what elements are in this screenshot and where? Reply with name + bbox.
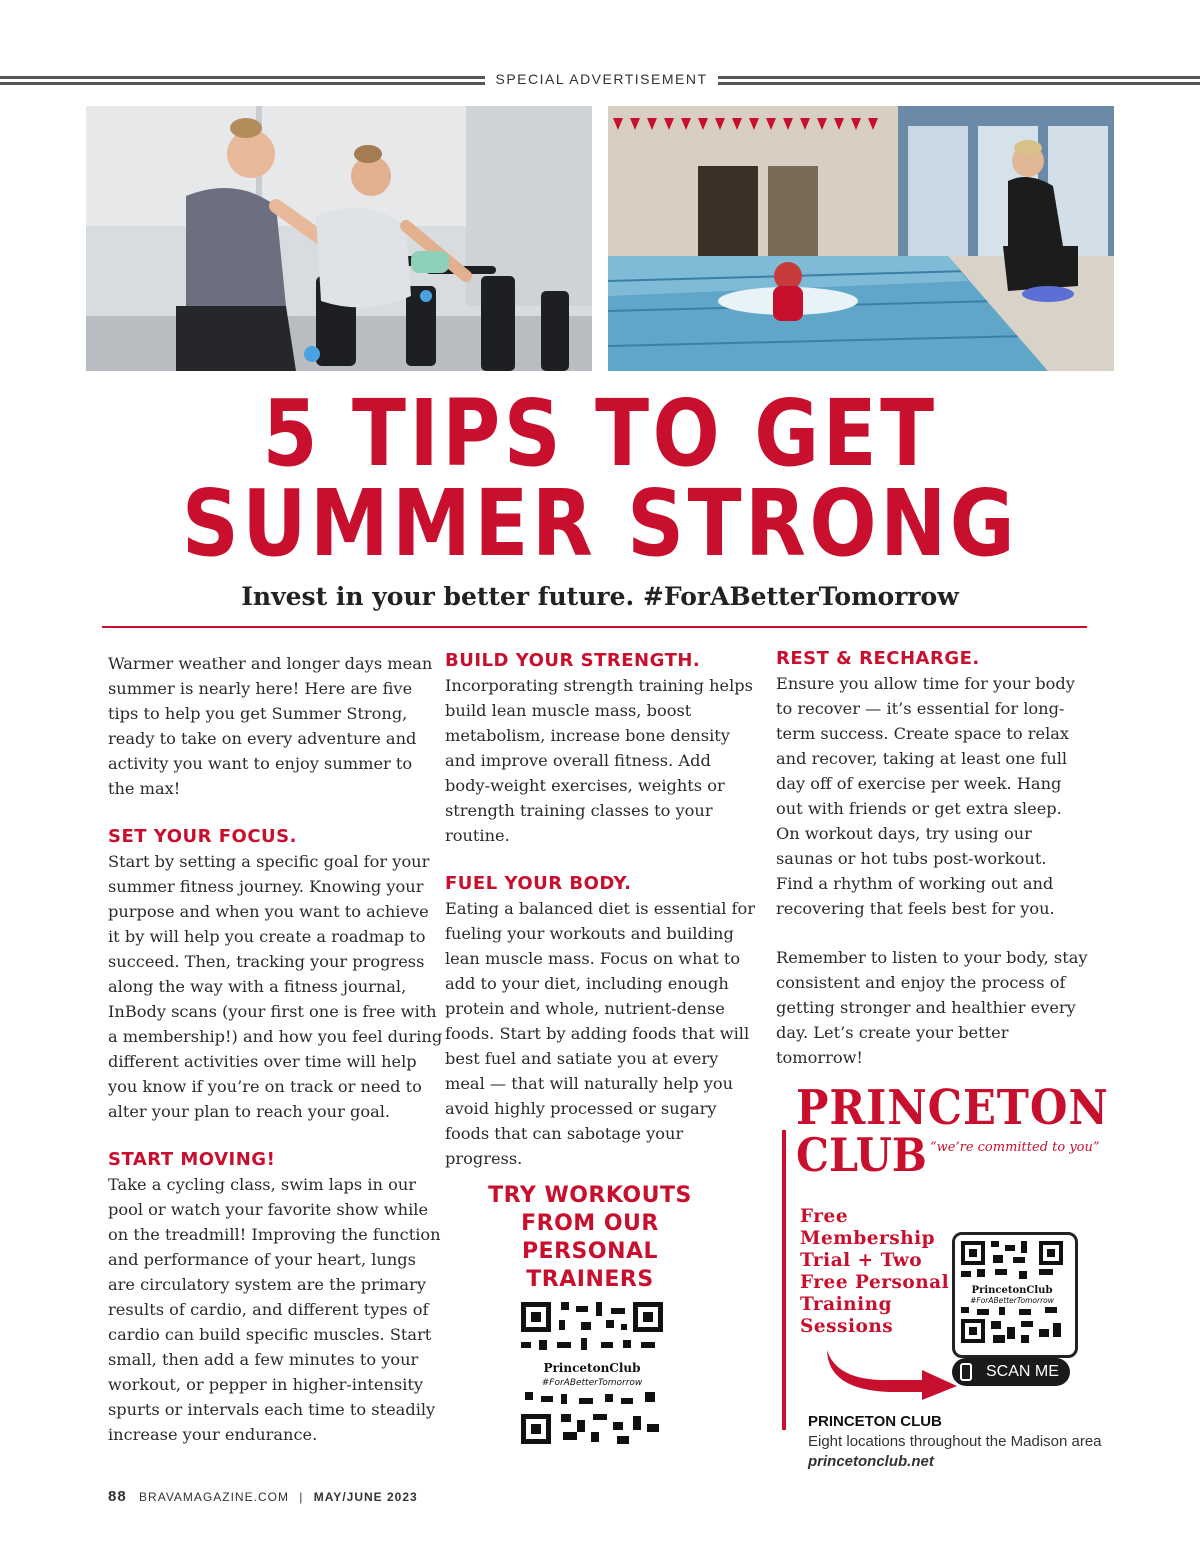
headline-line-2: SUMMER STRONG [181, 470, 1019, 577]
special-advertisement-label: SPECIAL ADVERTISEMENT [495, 71, 708, 87]
scan-me-label: SCAN ME [986, 1363, 1059, 1380]
ad-bracket [782, 1130, 794, 1430]
princeton-club-ad [782, 1080, 1109, 1400]
scan-me-button[interactable] [952, 1358, 1070, 1386]
header-rule-right [718, 76, 1200, 85]
subheadline: Invest in your better future. #ForABetterTomorrow [241, 582, 959, 611]
header-banner [0, 69, 1200, 89]
trainer-workouts-qr-code[interactable] [521, 1302, 663, 1444]
headline-line-1: 5 TIPS TO GET [262, 380, 938, 487]
tip-heading-rest: REST & RECHARGE. [776, 648, 980, 669]
title-divider [102, 626, 1087, 628]
intro-paragraph: Warmer weather and longer days mean summer is nearly here! Here are five tips to help you get Summer Strong, ready to take on every adventure and activity you want to enjoy summer to the max! [108, 654, 433, 798]
tip-body-focus: Start by setting a specific goal for your summer fitness journey. Knowing your purpose and when you want to achieve it by will help you create a roadmap to succeed. Then, tracking your progress along the way with a fitness journal, InBody scans (your first one is free with a membership!) and how you feel during different activities over time will help you know if you’re on track or need to alter your plan to reach your goal. [108, 852, 443, 1121]
magazine-site: BRAVAMAGAZINE.COM [139, 1490, 289, 1504]
phone-icon [960, 1363, 972, 1381]
tip-body-fuel: Eating a balanced diet is essential for fueling your workouts and building lean muscle mass. Focus on what to add to your diet, including enough protein and whole, nutrient-dense foods. Start by adding foods that will best fuel and satiate you at every meal — that will naturally help you avoid highly processed or sugary foods that can sabotage your progress. [445, 899, 756, 1168]
page-footer [108, 1488, 418, 1505]
issue-date: MAY/JUNE 2023 [313, 1490, 418, 1504]
qr-brand-text: PrincetonClub [543, 1361, 641, 1375]
column-3 [776, 647, 1088, 1070]
column-2 [445, 649, 757, 1171]
qr-tag-text: #ForABetterTomorrow [541, 1378, 643, 1388]
ad-qr-tag-text: #ForABetterTomorrow [970, 1296, 1054, 1305]
membership-qr-code[interactable] [952, 1232, 1078, 1358]
arrow-right-icon [822, 1340, 962, 1400]
tip-body-moving: Take a cycling class, swim laps in our pool or watch your favorite show while on the treadmill! Improving the function and performance of your heart, lungs are circulatory system are the primary results of cardio, and different types of cardio can build specific muscles. Start small, then add a few minutes to your workout, or pepper in higher-intensity spurts or intervals each time to steadily increase your endurance. [108, 1175, 441, 1444]
closing-paragraph: Remember to listen to your body, stay consistent and enjoy the process of getting stronger and healthier every day. Let’s create your better tomorrow! [776, 948, 1088, 1067]
logo-princeton: PRINCETON [796, 1080, 1109, 1136]
page-number: 88 [108, 1488, 127, 1505]
club-locations-line [808, 1432, 1200, 1472]
logo-club: CLUB [796, 1128, 927, 1182]
swimming-pool-photo [608, 106, 1114, 371]
logo-tagline: “we’re committed to you” [930, 1140, 1100, 1155]
club-address-block [808, 1412, 1200, 1472]
tip-heading-fuel: FUEL YOUR BODY. [445, 873, 632, 894]
tip-heading-focus: SET YOUR FOCUS. [108, 826, 297, 847]
header-rule-left [0, 76, 485, 85]
column-1 [108, 651, 443, 1447]
footer-separator: | [299, 1490, 304, 1504]
tip-body-rest: Ensure you allow time for your body to recover — it’s essential for long-term success. Create space to relax and recover, taking at least one full day off of exercise per week. Hang out with friends or get extra sleep. On workout days, try using our saunas or hot tubs post-workout. Find a rhythm of working out and recovering that feels best for you. [776, 674, 1075, 918]
offer-text: Free Membership Trial + Two Free Personal Training Sessions [800, 1206, 950, 1337]
tip-heading-moving: START MOVING! [108, 1149, 276, 1170]
tip-body-strength: Incorporating strength training helps build lean muscle mass, boost metabolism, increase bone density and improve overall fitness. Add body-weight exercises, weights or strength training classes to your routine. [445, 676, 753, 845]
tip-heading-strength: BUILD YOUR STRENGTH. [445, 650, 701, 671]
cycling-class-photo [86, 106, 592, 371]
ad-qr-brand-text: PrincetonClub [971, 1285, 1053, 1296]
club-locations: Eight locations throughout the Madison area [808, 1433, 1102, 1450]
club-website-link[interactable]: princetonclub.net [808, 1453, 934, 1470]
try-workouts-callout: TRY WORKOUTS FROM OUR PERSONAL TRAINERS [488, 1183, 692, 1292]
club-name: PRINCETON CLUB [808, 1413, 942, 1430]
